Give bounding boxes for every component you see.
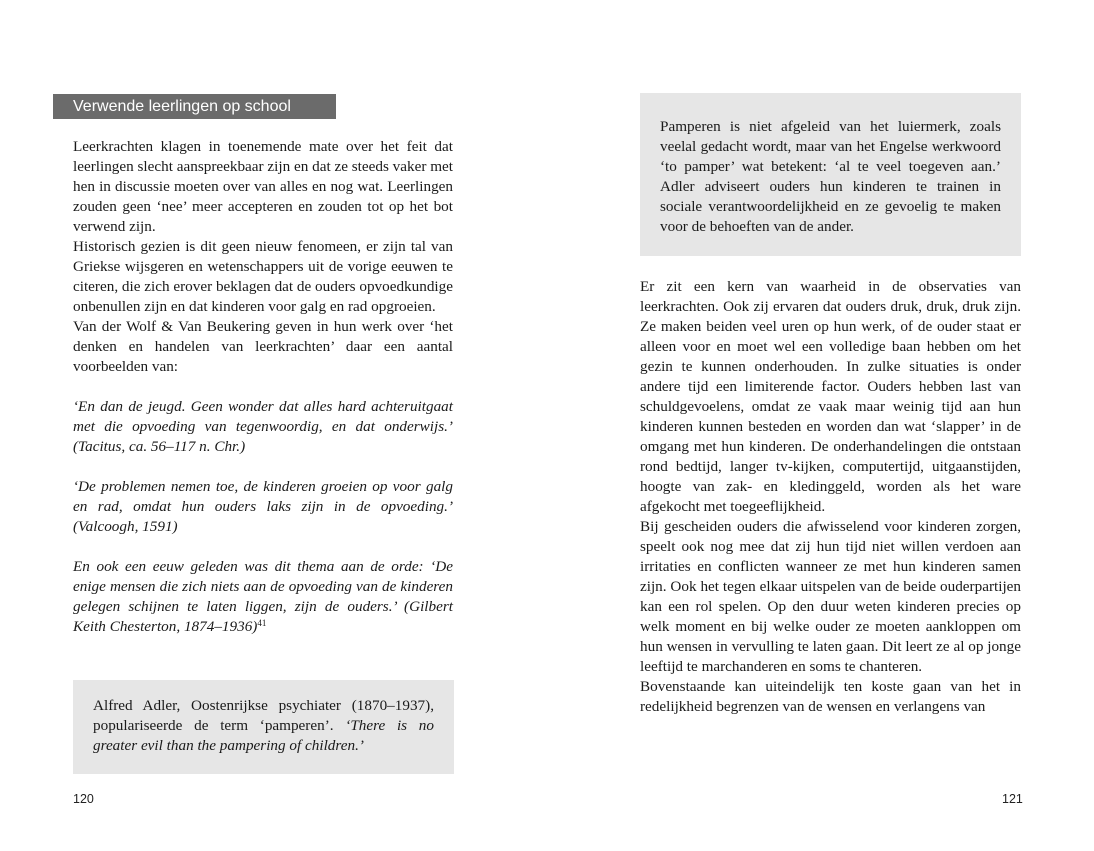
page-number: 120 xyxy=(73,792,94,806)
paragraph: Er zit een kern van waarheid in de observaties van leerkrachten. Ook zij ervaren dat ouders druk, druk, druk zijn. Ze maken beiden veel uren op hun werk, of de ouder staat er alleen voor en moet wel een volledige baan hebben om het gezin te kunnen onderhouden. In zulke situaties is onder andere tijd een limiterende factor. Ouders hebben last van schuldgevoelens, omdat ze vaak maar weinig tijd aan hun kinderen kunnen besteden en worden dan wat ‘slapper’ in de omgang met hun kinderen. De onderhandelingen die ontstaan rond bedtijd, langer tv-kijken, computertijd, uitgaanstijden, hoogte van zak- en kledinggeld, worden als het ware afgekocht met toegeeflijkheid. xyxy=(640,278,1021,515)
adler-box-text: Alfred Adler, Oostenrijkse psychiater (1870–1937), populariseerde de term ‘pamperen’. xyxy=(93,697,434,734)
quote-tacitus: ‘En dan de jeugd. Geen wonder dat alles hard achteruitgaat met die opvoeding van tegenwoordig, en dat onderwijs.’ (Tacitus, ca. 56–117 n. Chr.) xyxy=(73,398,453,455)
paragraph: Bovenstaande kan uiteindelijk ten koste gaan van het in redelijkheid begrenzen van de wensen en verlangens van xyxy=(640,678,1021,715)
left-body-text xyxy=(73,137,453,637)
pamperen-info-box xyxy=(640,93,1021,256)
page-number: 121 xyxy=(1002,792,1023,806)
paragraph: Bij gescheiden ouders die afwisselend voor kinderen zorgen, speelt ook nog mee dat zij hun tijd niet willen verdoen aan irritaties en conflicten wanneer ze met hun kinderen samen zijn. Ook het tegen elkaar uitspelen van de beide ouderpartijen kan een rol spelen. Op den duur weten kinderen precies op welk moment en bij welke ouder ze moeten aankloppen om hun wensen in vervulling te laten gaan. Dit leert ze al op jonge leeftijd te marchanderen en soms te chanteren. xyxy=(640,518,1021,675)
footnote-reference: 41 xyxy=(257,618,267,628)
adler-info-box xyxy=(73,680,454,774)
quote-chesterton xyxy=(73,557,453,637)
right-body-text xyxy=(640,277,1021,717)
paragraph: Van der Wolf & Van Beukering geven in hun werk over ‘het denken en handelen van leerkrachten’ daar een aantal voorbeelden van: xyxy=(73,318,453,375)
quote-chesterton-text: En ook een eeuw geleden was dit thema aan de orde: ‘De enige mensen die zich niets aan de opvoeding van de kinderen gelegen schijnen te laten liggen, zijn de ouders.’ (Gilbert Keith Chesterton, 1874–1936) xyxy=(73,558,453,635)
section-title: Verwende leerlingen op school xyxy=(53,94,336,119)
quote-valcoogh: ‘De problemen nemen toe, de kinderen groeien op voor galg en rad, omdat hun ouders laks zijn in de opvoeding.’ (Valcoogh, 1591) xyxy=(73,478,453,535)
adler-box-quote: ‘There is no greater evil than the pampering of children.’ xyxy=(93,717,434,754)
paragraph: Leerkrachten klagen in toenemende mate over het feit dat leerlingen slecht aanspreekbaar zijn en dat ze steeds vaker met hen in discussie moeten over van alles en nog wat. Leerlingen zouden geen ‘nee’ meer accepteren en zouden tot op het bot verwend zijn. xyxy=(73,138,453,235)
paragraph: Historisch gezien is dit geen nieuw fenomeen, er zijn tal van Griekse wijsgeren en wetenschappers uit de vorige eeuwen te citeren, die zich erover beklagen dat de ouders opvoedkundige onbenullen zijn en dat kinderen voor galg en rad opgroeien. xyxy=(73,238,453,315)
right-page xyxy=(547,0,1094,851)
pamperen-box-text: Pamperen is niet afgeleid van het luiermerk, zoals veelal gedacht wordt, maar van het Engelse werkwoord ‘to pamper’ wat betekent: ‘al te veel toegeven aan.’ Adler adviseert ouders hun kinderen te trainen in sociale verantwoordelijkheid en ze gevoelig te maken voor de behoeften van de ander. xyxy=(660,118,1001,235)
